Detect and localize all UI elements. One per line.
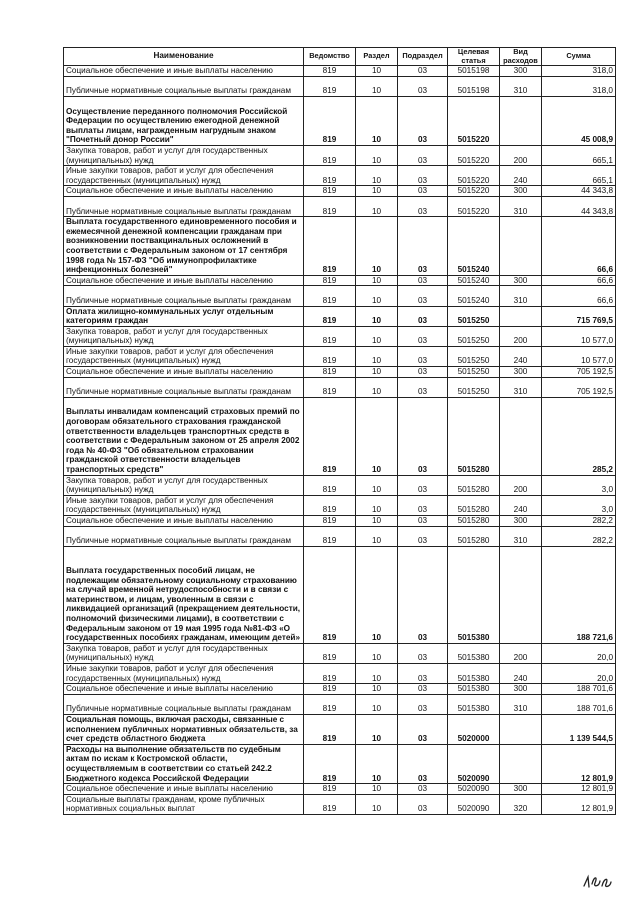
cell-sec: 10: [356, 196, 398, 216]
cell-sub: 03: [398, 286, 448, 306]
cell-sum: 318,0: [542, 76, 616, 96]
cell-name: Закупка товаров, работ и услуг для государственных (муниципальных) нужд: [64, 643, 304, 663]
cell-sum: 66,6: [542, 217, 616, 276]
cell-name: Закупка товаров, работ и услуг для государственных (муниципальных) нужд: [64, 326, 304, 346]
cell-name: Социальное обеспечение и иные выплаты населению: [64, 275, 304, 286]
cell-sum: 20,0: [542, 663, 616, 683]
cell-vr: [500, 306, 542, 326]
cell-sub: 03: [398, 784, 448, 795]
cell-ved: 819: [304, 377, 356, 397]
cell-sub: 03: [398, 744, 448, 783]
cell-cs: 5015220: [448, 96, 500, 145]
cell-name: Социальная помощь, включая расходы, связанные с исполнением публичных нормативных обязательств, за счет средств областного бюджета: [64, 714, 304, 744]
cell-sec: 10: [356, 397, 398, 475]
cell-sum: 188 701,6: [542, 684, 616, 695]
cell-cs: 5015280: [448, 397, 500, 475]
cell-name: Осуществление переданного полномочия Российской Федерации по осуществлению ежегодной денежной выплаты лицам, награжденным нагрудным знаком "Почетный донор России": [64, 96, 304, 145]
cell-sum: 705 192,5: [542, 367, 616, 378]
table-row: [64, 145, 616, 165]
cell-sec: 10: [356, 663, 398, 683]
cell-name: Расходы на выполнение обязательств по судебным актам по искам к Костромской области, осуществляемым в соответствии со статьей 242.2 Бюджетного кодекса Российской Федерации: [64, 744, 304, 783]
cell-name: Публичные нормативные социальные выплаты гражданам: [64, 286, 304, 306]
cell-cs: 5015250: [448, 306, 500, 326]
cell-sub: 03: [398, 76, 448, 96]
cell-name: Публичные нормативные социальные выплаты гражданам: [64, 694, 304, 714]
cell-cs: 5020090: [448, 744, 500, 783]
cell-ved: 819: [304, 145, 356, 165]
cell-sub: 03: [398, 66, 448, 77]
cell-sec: 10: [356, 643, 398, 663]
cell-sec: 10: [356, 76, 398, 96]
table-row: [64, 546, 616, 643]
cell-vr: 310: [500, 196, 542, 216]
cell-name: Выплаты инвалидам компенсаций страховых премий по договорам обязательного страхования гражданской ответственности владельцев транспортных средств в соответствии с Федеральным законом от 25 апреля 2002 года № 40-ФЗ "Об обязательном страховании гражданской ответственности владельцев транспортных средств": [64, 397, 304, 475]
cell-vr: 310: [500, 526, 542, 546]
table-row: [64, 217, 616, 276]
cell-sum: 665,1: [542, 166, 616, 186]
table-row: [64, 744, 616, 783]
cell-ved: 819: [304, 526, 356, 546]
cell-vr: 310: [500, 377, 542, 397]
cell-cs: 5015380: [448, 684, 500, 695]
cell-sec: 10: [356, 145, 398, 165]
cell-ved: 819: [304, 367, 356, 378]
cell-cs: 5015250: [448, 377, 500, 397]
table-row: [64, 346, 616, 366]
cell-sub: 03: [398, 145, 448, 165]
cell-sum: 318,0: [542, 66, 616, 77]
cell-sec: 10: [356, 275, 398, 286]
cell-sub: 03: [398, 367, 448, 378]
cell-sec: 10: [356, 377, 398, 397]
cell-name: Иные закупки товаров, работ и услуг для обеспечения государственных (муниципальных) нужд: [64, 166, 304, 186]
cell-vr: 310: [500, 76, 542, 96]
cell-name: Публичные нормативные социальные выплаты гражданам: [64, 196, 304, 216]
cell-vr: 240: [500, 495, 542, 515]
header-name: Наименование: [64, 48, 304, 66]
cell-vr: 300: [500, 275, 542, 286]
cell-ved: 819: [304, 475, 356, 495]
cell-ved: 819: [304, 306, 356, 326]
cell-sum: 66,6: [542, 275, 616, 286]
table-row: [64, 286, 616, 306]
cell-sec: 10: [356, 166, 398, 186]
cell-sum: 12 801,9: [542, 744, 616, 783]
cell-sec: 10: [356, 367, 398, 378]
cell-name: Социальное обеспечение и иные выплаты населению: [64, 66, 304, 77]
table-row: [64, 714, 616, 744]
cell-sub: 03: [398, 663, 448, 683]
cell-sec: 10: [356, 546, 398, 643]
cell-cs: 5020000: [448, 714, 500, 744]
cell-ved: 819: [304, 275, 356, 286]
cell-name: Публичные нормативные социальные выплаты гражданам: [64, 76, 304, 96]
cell-cs: 5015280: [448, 516, 500, 527]
cell-sum: 66,6: [542, 286, 616, 306]
cell-ved: 819: [304, 663, 356, 683]
cell-ved: 819: [304, 96, 356, 145]
cell-sub: 03: [398, 346, 448, 366]
cell-cs: 5015280: [448, 475, 500, 495]
table-row: [64, 475, 616, 495]
cell-cs: 5015380: [448, 643, 500, 663]
cell-vr: 240: [500, 346, 542, 366]
cell-ved: 819: [304, 217, 356, 276]
cell-sum: 3,0: [542, 495, 616, 515]
cell-sub: 03: [398, 475, 448, 495]
cell-sum: 188 721,6: [542, 546, 616, 643]
cell-ved: 819: [304, 166, 356, 186]
cell-sub: 03: [398, 377, 448, 397]
cell-sub: 03: [398, 196, 448, 216]
table-row: [64, 166, 616, 186]
cell-sum: 45 008,9: [542, 96, 616, 145]
cell-sub: 03: [398, 217, 448, 276]
cell-sub: 03: [398, 714, 448, 744]
cell-cs: 5015380: [448, 546, 500, 643]
cell-name: Социальное обеспечение и иные выплаты населению: [64, 684, 304, 695]
cell-sec: 10: [356, 96, 398, 145]
table-row: [64, 516, 616, 527]
table-row: [64, 643, 616, 663]
cell-sub: 03: [398, 794, 448, 814]
cell-ved: 819: [304, 516, 356, 527]
cell-cs: 5015380: [448, 663, 500, 683]
cell-sec: 10: [356, 286, 398, 306]
cell-sum: 1 139 544,5: [542, 714, 616, 744]
cell-cs: 5015280: [448, 526, 500, 546]
cell-vr: 310: [500, 286, 542, 306]
cell-sec: 10: [356, 794, 398, 814]
cell-cs: 5015240: [448, 286, 500, 306]
cell-vr: [500, 397, 542, 475]
cell-cs: 5015220: [448, 145, 500, 165]
cell-sum: 20,0: [542, 643, 616, 663]
cell-ved: 819: [304, 684, 356, 695]
cell-vr: 200: [500, 326, 542, 346]
cell-ved: 819: [304, 714, 356, 744]
cell-name: Иные закупки товаров, работ и услуг для обеспечения государственных (муниципальных) нужд: [64, 346, 304, 366]
cell-ved: 819: [304, 694, 356, 714]
cell-ved: 819: [304, 397, 356, 475]
cell-cs: 5015220: [448, 166, 500, 186]
cell-name: Социальное обеспечение и иные выплаты населению: [64, 784, 304, 795]
cell-vr: 240: [500, 166, 542, 186]
cell-sum: 3,0: [542, 475, 616, 495]
cell-sec: 10: [356, 784, 398, 795]
cell-vr: 300: [500, 784, 542, 795]
cell-sec: 10: [356, 217, 398, 276]
cell-vr: 240: [500, 663, 542, 683]
cell-sub: 03: [398, 546, 448, 643]
cell-sec: 10: [356, 326, 398, 346]
cell-name: Выплата государственных пособий лицам, не подлежащим обязательному социальному страхованию на случай временной нетрудоспособности и в связи с материнством, и лицам, уволенным в связи с ликвидацией организаций (прекращением деятельности, полномочий физическими лицами), в соответствии с Федеральным законом от 19 мая 1995 года №81-ФЗ «О государственных пособиях гражданам, имеющим детей»: [64, 546, 304, 643]
table-row: [64, 306, 616, 326]
cell-cs: 5015380: [448, 694, 500, 714]
handwritten-signature: [582, 872, 612, 890]
cell-sum: 282,2: [542, 526, 616, 546]
cell-sec: 10: [356, 694, 398, 714]
cell-cs: 5015198: [448, 76, 500, 96]
cell-vr: 300: [500, 516, 542, 527]
cell-sum: 12 801,9: [542, 794, 616, 814]
cell-sub: 03: [398, 397, 448, 475]
cell-ved: 819: [304, 66, 356, 77]
cell-cs: 5020090: [448, 794, 500, 814]
cell-sum: 285,2: [542, 397, 616, 475]
cell-sec: 10: [356, 516, 398, 527]
cell-vr: [500, 744, 542, 783]
cell-sub: 03: [398, 186, 448, 197]
cell-vr: 200: [500, 643, 542, 663]
header-celevaya-statya: Целевая статья: [448, 48, 500, 66]
table-row: [64, 326, 616, 346]
cell-vr: [500, 546, 542, 643]
cell-vr: 200: [500, 145, 542, 165]
budget-table: [63, 47, 616, 815]
header-razdel: Раздел: [356, 48, 398, 66]
header-row: [64, 48, 616, 66]
cell-sum: 12 801,9: [542, 784, 616, 795]
cell-sec: 10: [356, 66, 398, 77]
cell-ved: 819: [304, 744, 356, 783]
cell-cs: 5015220: [448, 196, 500, 216]
cell-sec: 10: [356, 495, 398, 515]
cell-cs: 5015280: [448, 495, 500, 515]
cell-vr: 200: [500, 475, 542, 495]
cell-name: Публичные нормативные социальные выплаты гражданам: [64, 377, 304, 397]
cell-name: Социальное обеспечение и иные выплаты населению: [64, 516, 304, 527]
cell-sec: 10: [356, 475, 398, 495]
table-row: [64, 684, 616, 695]
cell-sub: 03: [398, 643, 448, 663]
cell-cs: 5020090: [448, 784, 500, 795]
cell-ved: 819: [304, 784, 356, 795]
cell-cs: 5015250: [448, 367, 500, 378]
cell-ved: 819: [304, 495, 356, 515]
table-row: [64, 367, 616, 378]
cell-ved: 819: [304, 76, 356, 96]
cell-sum: 10 577,0: [542, 346, 616, 366]
cell-sum: 44 343,8: [542, 186, 616, 197]
table-row: [64, 784, 616, 795]
cell-ved: 819: [304, 326, 356, 346]
cell-vr: [500, 217, 542, 276]
cell-sum: 705 192,5: [542, 377, 616, 397]
cell-sum: 188 701,6: [542, 694, 616, 714]
table-row: [64, 66, 616, 77]
cell-cs: 5015250: [448, 326, 500, 346]
cell-name: Социальное обеспечение и иные выплаты населению: [64, 367, 304, 378]
cell-ved: 819: [304, 186, 356, 197]
cell-sub: 03: [398, 326, 448, 346]
table-row: [64, 397, 616, 475]
header-podrazdel: Подраздел: [398, 48, 448, 66]
cell-sec: 10: [356, 714, 398, 744]
cell-vr: [500, 96, 542, 145]
cell-sec: 10: [356, 306, 398, 326]
cell-name: Закупка товаров, работ и услуг для государственных (муниципальных) нужд: [64, 475, 304, 495]
header-summa: Сумма: [542, 48, 616, 66]
cell-cs: 5015240: [448, 217, 500, 276]
cell-ved: 819: [304, 643, 356, 663]
cell-sub: 03: [398, 516, 448, 527]
cell-name: Закупка товаров, работ и услуг для государственных (муниципальных) нужд: [64, 145, 304, 165]
cell-vr: 300: [500, 66, 542, 77]
cell-sec: 10: [356, 526, 398, 546]
cell-ved: 819: [304, 286, 356, 306]
cell-name: Иные закупки товаров, работ и услуг для обеспечения государственных (муниципальных) нужд: [64, 663, 304, 683]
cell-sec: 10: [356, 186, 398, 197]
table-row: [64, 186, 616, 197]
cell-ved: 819: [304, 794, 356, 814]
cell-ved: 819: [304, 546, 356, 643]
cell-name: Социальные выплаты гражданам, кроме публичных нормативных социальных выплат: [64, 794, 304, 814]
header-vedomstvo: Ведомство: [304, 48, 356, 66]
cell-ved: 819: [304, 196, 356, 216]
cell-sum: 10 577,0: [542, 326, 616, 346]
table-row: [64, 495, 616, 515]
header-vid-raskhodov: Вид расходов: [500, 48, 542, 66]
cell-sum: 44 343,8: [542, 196, 616, 216]
table-row: [64, 196, 616, 216]
table-row: [64, 96, 616, 145]
cell-sec: 10: [356, 684, 398, 695]
cell-name: Иные закупки товаров, работ и услуг для обеспечения государственных (муниципальных) нужд: [64, 495, 304, 515]
cell-sub: 03: [398, 526, 448, 546]
table-row: [64, 794, 616, 814]
cell-vr: [500, 714, 542, 744]
cell-sub: 03: [398, 306, 448, 326]
cell-sec: 10: [356, 744, 398, 783]
cell-sum: 282,2: [542, 516, 616, 527]
table-row: [64, 663, 616, 683]
cell-vr: 300: [500, 684, 542, 695]
table-row: [64, 76, 616, 96]
cell-vr: 320: [500, 794, 542, 814]
cell-name: Выплата государственного единовременного пособия и ежемесячной денежной компенсации гражданам при возникновении поствакцинальных осложнений в соответствии с Федеральным законом от 17 сентября 1998 года № 157-ФЗ "Об иммунопрофилактике инфекционных болезней": [64, 217, 304, 276]
cell-sub: 03: [398, 275, 448, 286]
table-row: [64, 275, 616, 286]
cell-name: Оплата жилищно-коммунальных услуг отдельным категориям граждан: [64, 306, 304, 326]
cell-sub: 03: [398, 495, 448, 515]
table-row: [64, 526, 616, 546]
table-row: [64, 377, 616, 397]
cell-name: Социальное обеспечение и иные выплаты населению: [64, 186, 304, 197]
cell-sum: 715 769,5: [542, 306, 616, 326]
cell-cs: 5015220: [448, 186, 500, 197]
cell-sec: 10: [356, 346, 398, 366]
cell-ved: 819: [304, 346, 356, 366]
cell-vr: 300: [500, 186, 542, 197]
cell-sum: 665,1: [542, 145, 616, 165]
cell-sub: 03: [398, 96, 448, 145]
cell-vr: 300: [500, 367, 542, 378]
cell-vr: 310: [500, 694, 542, 714]
cell-sub: 03: [398, 166, 448, 186]
cell-name: Публичные нормативные социальные выплаты гражданам: [64, 526, 304, 546]
table-row: [64, 694, 616, 714]
cell-sub: 03: [398, 684, 448, 695]
cell-cs: 5015198: [448, 66, 500, 77]
cell-sub: 03: [398, 694, 448, 714]
cell-cs: 5015240: [448, 275, 500, 286]
cell-cs: 5015250: [448, 346, 500, 366]
